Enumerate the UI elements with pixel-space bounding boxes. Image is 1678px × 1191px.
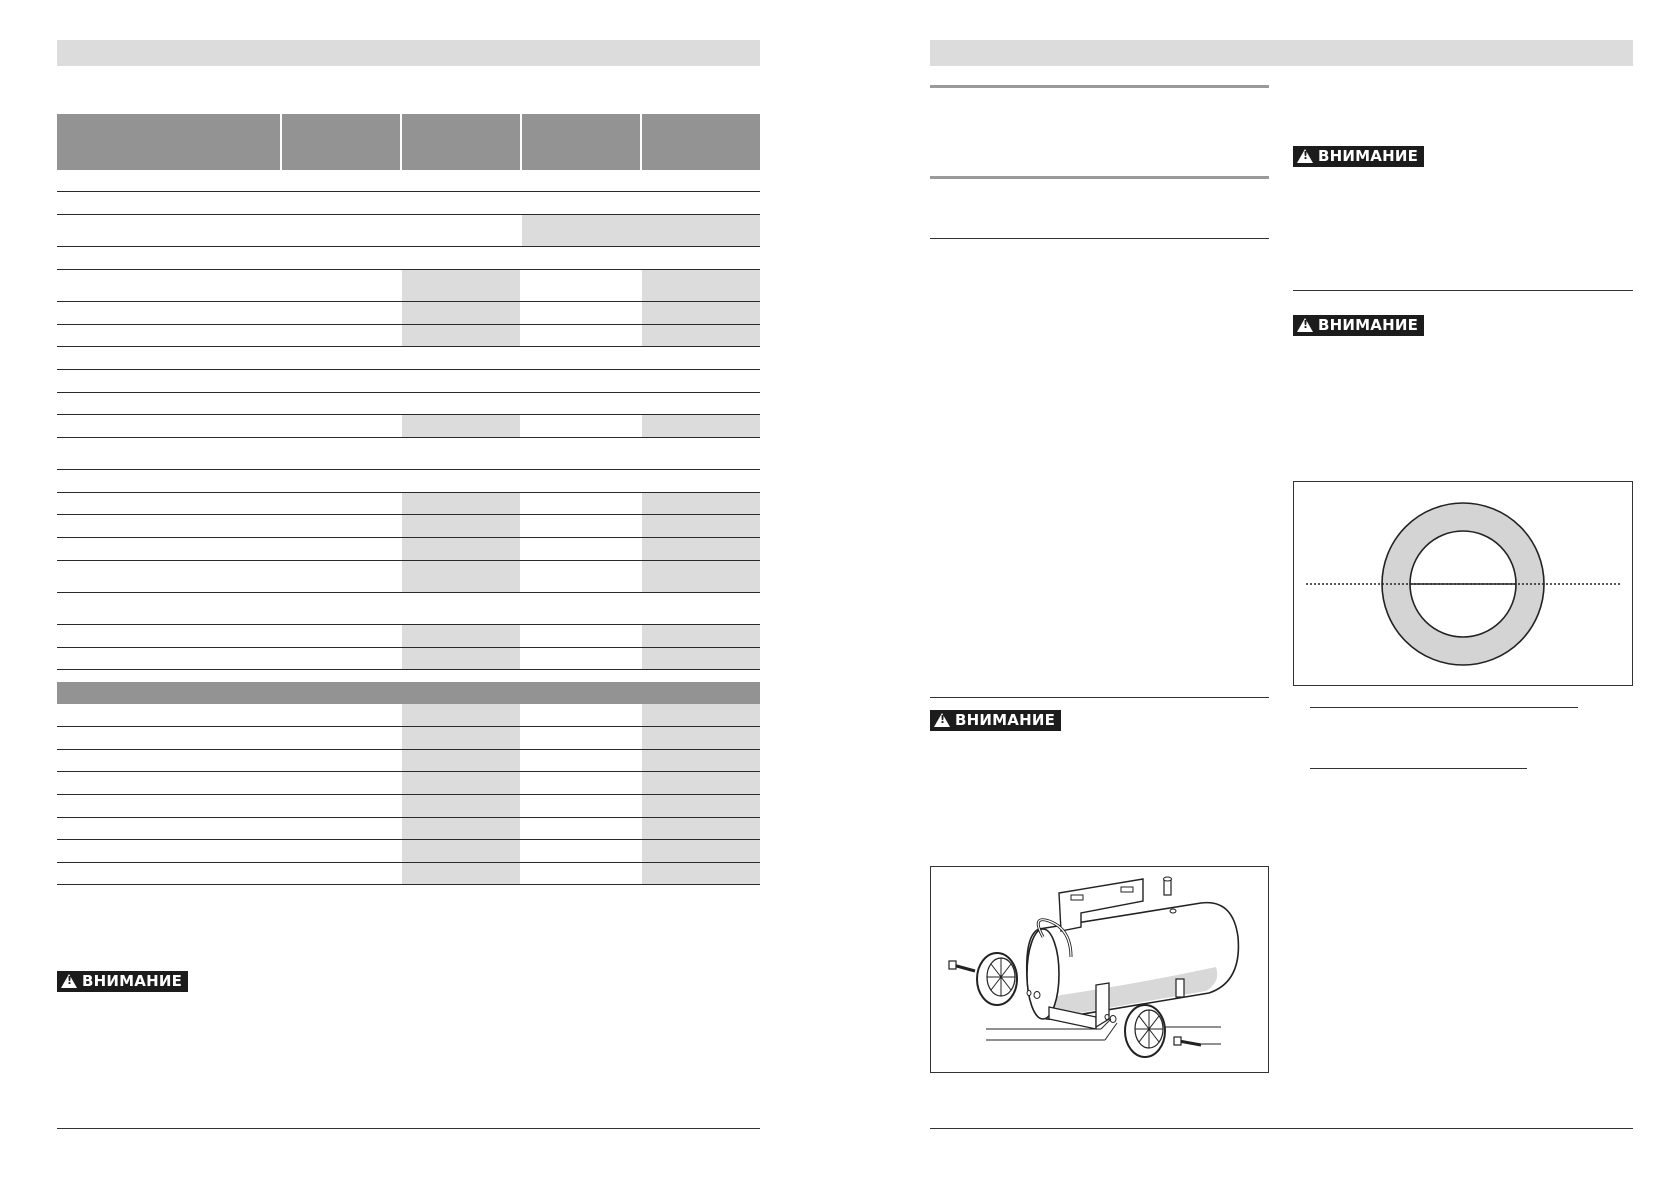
- table-row: [57, 347, 760, 370]
- table-cell: [282, 750, 402, 771]
- table-cell: [642, 370, 760, 392]
- table-row: [57, 750, 760, 772]
- table-cell: [522, 192, 642, 214]
- table-cell: [282, 704, 402, 726]
- table-cell: [282, 415, 402, 437]
- right-page-header-bar: [930, 40, 1633, 66]
- table-cell: [282, 347, 402, 369]
- table-header-cell: [522, 114, 642, 170]
- table-cell: [642, 493, 760, 514]
- section-rule: [930, 85, 1269, 88]
- table-cell: [522, 415, 642, 437]
- section-rule: [930, 238, 1269, 239]
- table-row: [57, 593, 760, 625]
- table-cell: [642, 438, 760, 469]
- table-cell: [282, 795, 402, 817]
- warning-triangle-icon: [934, 713, 950, 727]
- table-cell: [57, 415, 282, 437]
- left-page-footer-line: [57, 1128, 760, 1129]
- table-cell: [642, 727, 760, 749]
- table-cell: [57, 840, 282, 862]
- table-cell: [282, 840, 402, 862]
- table-row: [57, 415, 760, 438]
- warning-label: ВНИМАНИЕ: [955, 711, 1056, 729]
- table-cell: [402, 470, 522, 492]
- table-cell: [402, 818, 522, 839]
- table-cell: [522, 270, 642, 301]
- left-page-header-bar: [57, 40, 760, 66]
- table-cell: [57, 170, 282, 191]
- table-cell: [282, 270, 402, 301]
- table-cell: [57, 593, 282, 624]
- warning-triangle-icon: [1297, 149, 1313, 163]
- warning-badge: [1293, 146, 1424, 167]
- table-row: [57, 704, 760, 727]
- table-cell: [282, 302, 402, 324]
- table-cell: [522, 393, 642, 414]
- table-cell: [57, 438, 282, 469]
- table-row: [57, 493, 760, 515]
- table-cell: [402, 302, 522, 324]
- table-cell: [642, 393, 760, 414]
- warning-badge: [1293, 315, 1424, 336]
- table-cell: [642, 561, 760, 592]
- table-cell: [282, 438, 402, 469]
- compressor-assembly-figure: [930, 866, 1269, 1073]
- table-header-cell: [282, 114, 402, 170]
- ring-cross-section-drawing: [1294, 482, 1632, 685]
- table-row: [57, 648, 760, 670]
- table-row: [57, 515, 760, 538]
- table-cell: [642, 247, 760, 269]
- table-cell: [522, 727, 642, 749]
- table-row: [57, 247, 760, 270]
- table-cell: [402, 625, 522, 647]
- table-cell: [522, 863, 642, 884]
- table-row: [57, 470, 760, 493]
- table-row: [57, 270, 760, 302]
- table-cell: [57, 625, 282, 647]
- right-page-footer-line: [930, 1128, 1633, 1129]
- table-cell: [57, 493, 282, 514]
- table-cell: [402, 795, 522, 817]
- table-cell: [522, 170, 642, 191]
- table-cell: [402, 772, 522, 794]
- table-cell: [282, 863, 402, 884]
- table-cell: [57, 561, 282, 592]
- table-cell: [522, 493, 642, 514]
- warning-triangle-icon: [61, 974, 77, 988]
- table-cell: [642, 648, 760, 669]
- table-cell: [282, 393, 402, 414]
- table-cell: [57, 302, 282, 324]
- table-row: [57, 538, 760, 561]
- table-cell: [642, 270, 760, 301]
- table-cell: [642, 470, 760, 492]
- table-cell: [522, 840, 642, 862]
- table-cell: [402, 347, 522, 369]
- table-cell: [642, 750, 760, 771]
- table-cell: [282, 515, 402, 537]
- table-cell: [522, 625, 642, 647]
- table-cell: [402, 648, 522, 669]
- table-cell: [57, 863, 282, 884]
- table-cell: [282, 370, 402, 392]
- table-cell: [57, 247, 282, 269]
- table-cell: [402, 493, 522, 514]
- table-cell: [642, 192, 760, 214]
- table-cell: [57, 470, 282, 492]
- ring-figure: [1293, 481, 1633, 686]
- table-cell: [57, 648, 282, 669]
- table-cell: [57, 325, 282, 346]
- table-cell: [642, 772, 760, 794]
- table-cell: [402, 247, 522, 269]
- table-cell: [642, 170, 760, 191]
- table-cell: [282, 493, 402, 514]
- table-cell: [57, 347, 282, 369]
- table-cell: [642, 515, 760, 537]
- table-cell: [522, 302, 642, 324]
- table-cell: [642, 347, 760, 369]
- table-cell: [402, 863, 522, 884]
- table-cell: [57, 515, 282, 537]
- table-cell: [282, 648, 402, 669]
- table-cell: [282, 325, 402, 346]
- table-cell: [522, 593, 642, 624]
- table-cell: [57, 370, 282, 392]
- table-header-row: [57, 114, 760, 170]
- table-row: [57, 772, 760, 795]
- table-row: [57, 438, 760, 470]
- table-cell: [57, 704, 282, 726]
- table-cell: [522, 370, 642, 392]
- table-cell: [522, 215, 760, 246]
- table-cell: [57, 393, 282, 414]
- table-cell: [402, 370, 522, 392]
- table-cell: [642, 325, 760, 346]
- table-cell: [57, 192, 282, 214]
- table-cell: [522, 750, 642, 771]
- table-cell: [522, 325, 642, 346]
- table-cell: [57, 772, 282, 794]
- table-cell: [642, 704, 760, 726]
- table-section-row: [57, 682, 760, 704]
- table-cell: [522, 247, 642, 269]
- table-cell: [402, 727, 522, 749]
- table-cell: [642, 593, 760, 624]
- table-row: [57, 393, 760, 415]
- section-rule: [930, 697, 1269, 698]
- table-cell: [642, 415, 760, 437]
- table-cell: [402, 704, 522, 726]
- table-cell: [402, 515, 522, 537]
- table-row: [57, 670, 760, 682]
- table-row: [57, 625, 760, 648]
- table-cell: [57, 538, 282, 560]
- table-row: [57, 370, 760, 393]
- table-cell: [57, 750, 282, 771]
- table-cell: [402, 325, 522, 346]
- table-header-cell: [57, 114, 282, 170]
- table-cell: [282, 593, 402, 624]
- table-body: [57, 170, 760, 885]
- table-row: [57, 795, 760, 818]
- table-cell: [282, 247, 402, 269]
- table-cell: [402, 593, 522, 624]
- table-row: [57, 170, 760, 192]
- table-cell: [642, 538, 760, 560]
- table-cell: [642, 302, 760, 324]
- warning-label: ВНИМАНИЕ: [1318, 147, 1419, 165]
- table-cell: [57, 818, 282, 839]
- table-cell: [57, 795, 282, 817]
- table-cell: [522, 438, 642, 469]
- table-row: [57, 302, 760, 325]
- table-cell: [282, 727, 402, 749]
- table-cell: [522, 561, 642, 592]
- table-cell: [402, 750, 522, 771]
- table-cell: [57, 215, 522, 246]
- table-row: [57, 215, 760, 247]
- table-cell: [57, 727, 282, 749]
- table-cell: [282, 192, 402, 214]
- table-cell: [282, 625, 402, 647]
- table-cell: [522, 648, 642, 669]
- table-cell: [522, 772, 642, 794]
- table-cell: [402, 393, 522, 414]
- table-cell: [522, 795, 642, 817]
- table-header-cell: [642, 114, 760, 170]
- table-cell: [402, 561, 522, 592]
- compressor-tank-drawing: [931, 867, 1268, 1072]
- table-row: [57, 727, 760, 750]
- table-cell: [402, 192, 522, 214]
- table-row: [57, 840, 760, 863]
- section-rule: [930, 176, 1269, 179]
- table-cell: [402, 415, 522, 437]
- table-cell: [402, 840, 522, 862]
- warning-badge: [930, 710, 1061, 731]
- table-cell: [642, 795, 760, 817]
- table-row: [57, 863, 760, 885]
- table-cell: [402, 170, 522, 191]
- section-rule: [1293, 290, 1633, 291]
- table-cell: [522, 515, 642, 537]
- warning-label: ВНИМАНИЕ: [82, 972, 183, 990]
- table-row: [57, 325, 760, 347]
- table-cell: [282, 538, 402, 560]
- table-header-cell: [402, 114, 522, 170]
- table-cell: [282, 170, 402, 191]
- table-row: [57, 561, 760, 593]
- table-cell: [522, 470, 642, 492]
- table-cell: [642, 625, 760, 647]
- table-cell: [402, 438, 522, 469]
- warning-label: ВНИМАНИЕ: [1318, 316, 1419, 334]
- table-cell: [282, 470, 402, 492]
- table-row: [57, 192, 760, 215]
- table-cell: [522, 818, 642, 839]
- underline-rule: [1310, 707, 1578, 708]
- table-cell: [57, 270, 282, 301]
- table-cell: [402, 538, 522, 560]
- table-cell: [282, 561, 402, 592]
- table-cell: [282, 772, 402, 794]
- table-cell: [282, 818, 402, 839]
- table-cell: [642, 840, 760, 862]
- table-cell: [642, 818, 760, 839]
- table-cell: [402, 270, 522, 301]
- warning-badge: [57, 971, 188, 992]
- table-cell: [522, 347, 642, 369]
- table-row: [57, 818, 760, 840]
- specification-table: [57, 114, 760, 885]
- underline-rule: [1310, 768, 1527, 769]
- warning-triangle-icon: [1297, 318, 1313, 332]
- table-cell: [642, 863, 760, 884]
- table-cell: [522, 538, 642, 560]
- table-cell: [522, 704, 642, 726]
